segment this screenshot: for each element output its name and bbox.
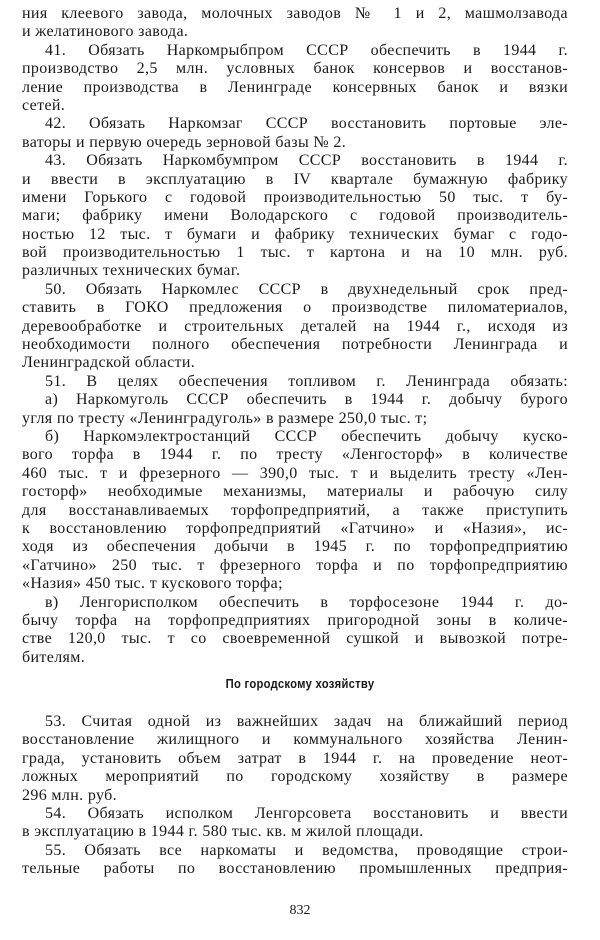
text-line: и желатинового завода. bbox=[22, 23, 189, 41]
text-line: сетей. bbox=[22, 96, 66, 114]
text-line: ностью 12 тыс. т бумаги и фабрику технических бумаг с годо- bbox=[22, 225, 568, 243]
text-line: вого торфа в 1944 г. по тресту «Ленгосторф» в количестве bbox=[22, 446, 568, 464]
text-line: града, установить объем затрат в 1944 г. на проведение неот- bbox=[22, 749, 568, 767]
text-line: «Назия» 450 тыс. т кускового торфа; bbox=[22, 575, 283, 593]
text-line: 460 тыс. т и фрезерного — 390,0 тыс. т и выделить тресту «Лен- bbox=[22, 464, 568, 482]
body-text bbox=[22, 5, 568, 667]
text-line: госторф» необходимые механизмы, материалы и рабочую силу bbox=[22, 483, 568, 501]
text-line: ваторы и первую очередь зерновой базы № 2. bbox=[22, 133, 347, 151]
text-line: бителям. bbox=[22, 648, 86, 666]
section-heading: По городскому хозяйству bbox=[225, 677, 375, 691]
text-line: 55. Обязать все наркоматы и ведомства, проводящие строи- bbox=[45, 841, 568, 859]
text-line: 43. Обязать Наркомбумпром СССР восстановить в 1944 г. bbox=[45, 152, 568, 170]
text-line: вой производительностью 1 тыс. т картона и на 10 млн. руб. bbox=[22, 244, 568, 262]
text-line: стве 120,0 тыс. т со своевременной сушкой и вывозкой потре- bbox=[22, 630, 568, 648]
text-line: имени Горького с годовой производительностью 50 тыс. т бу- bbox=[22, 188, 568, 206]
text-line: 42. Обязать Наркомзаг СССР восстановить портовые эле- bbox=[45, 115, 568, 133]
text-line: различных технических бумаг. bbox=[22, 262, 241, 280]
text-line: ния клеевого завода, молочных заводов № 1 и 2, машмолзавода bbox=[22, 5, 568, 22]
text-line: для восстанавливаемых торфопредприятий, а также приступить bbox=[22, 501, 568, 519]
text-line: ставить в ГОКО предложения о производстве пиломатериалов, bbox=[22, 299, 568, 317]
text-line: б) Наркомэлектростанций СССР обеспечить добычу куско- bbox=[45, 427, 568, 445]
text-line: в) Ленгорисполком обеспечить в торфосезоне 1944 г. до- bbox=[45, 593, 568, 611]
text-line: маги; фабрику имени Володарского с годовой производитель- bbox=[22, 207, 568, 225]
text-line: необходимости полного обеспечения потребности Ленинграда и bbox=[22, 336, 568, 354]
text-line: Ленинградской области. bbox=[22, 354, 196, 372]
text-line: производство 2,5 млн. условных банок консервов и восстанов- bbox=[22, 60, 568, 78]
text-line: бычу торфа на торфопредприятиях пригородной зоны в количе- bbox=[22, 611, 568, 629]
text-line: и ввести в эксплуатацию в IV квартале бумажную фабрику bbox=[22, 170, 568, 188]
text-line: 296 млн. руб. bbox=[22, 786, 117, 804]
text-line: 51. В целях обеспечения топливом г. Ленинграда обязать: bbox=[45, 372, 568, 390]
text-line: 41. Обязать Наркомрыбпром СССР обеспечить в 1944 г. bbox=[45, 41, 568, 59]
text-line: ление производства в Ленинграде консервных банок и вязки bbox=[22, 78, 568, 96]
text-line: 54. Обязать исполком Ленгорсовета восстановить и ввести bbox=[45, 804, 568, 822]
text-line: восстановление жилищного и коммунального хозяйства Ленин- bbox=[22, 731, 568, 749]
page-number: 832 bbox=[289, 903, 311, 918]
text-line: «Гатчино» 250 тыс. т фрезерного торфа и по торфопредприятию bbox=[22, 556, 568, 574]
text-line: ходя из обеспечения добычи в 1945 г. по торфопредприятию bbox=[22, 538, 568, 556]
text-line: в эксплуатацию в 1944 г. 580 тыс. кв. м жилой площади. bbox=[22, 823, 424, 841]
text-line: угля по тресту «Ленинградуголь» в размере 250,0 тыс. т; bbox=[22, 409, 428, 427]
text-line: к восстановлению торфопредприятий «Гатчино» и «Назия», ис- bbox=[22, 519, 568, 537]
text-line: тельные работы по восстановлению промышленных предприя- bbox=[22, 860, 568, 878]
text-line: а) Наркомуголь СССР обеспечить в 1944 г. добычу бурого bbox=[45, 391, 568, 409]
text-line: 53. Считая одной из важнейших задач на ближайший период bbox=[45, 713, 568, 730]
text-line: деревообработке и строительных деталей на 1944 г., исходя из bbox=[22, 317, 568, 335]
text-line: 50. Обязать Наркомлес СССР в двухнедельный срок пред- bbox=[45, 280, 568, 298]
section-text bbox=[22, 713, 568, 879]
text-line: ложных мероприятий по городскому хозяйству в размере bbox=[22, 768, 568, 786]
